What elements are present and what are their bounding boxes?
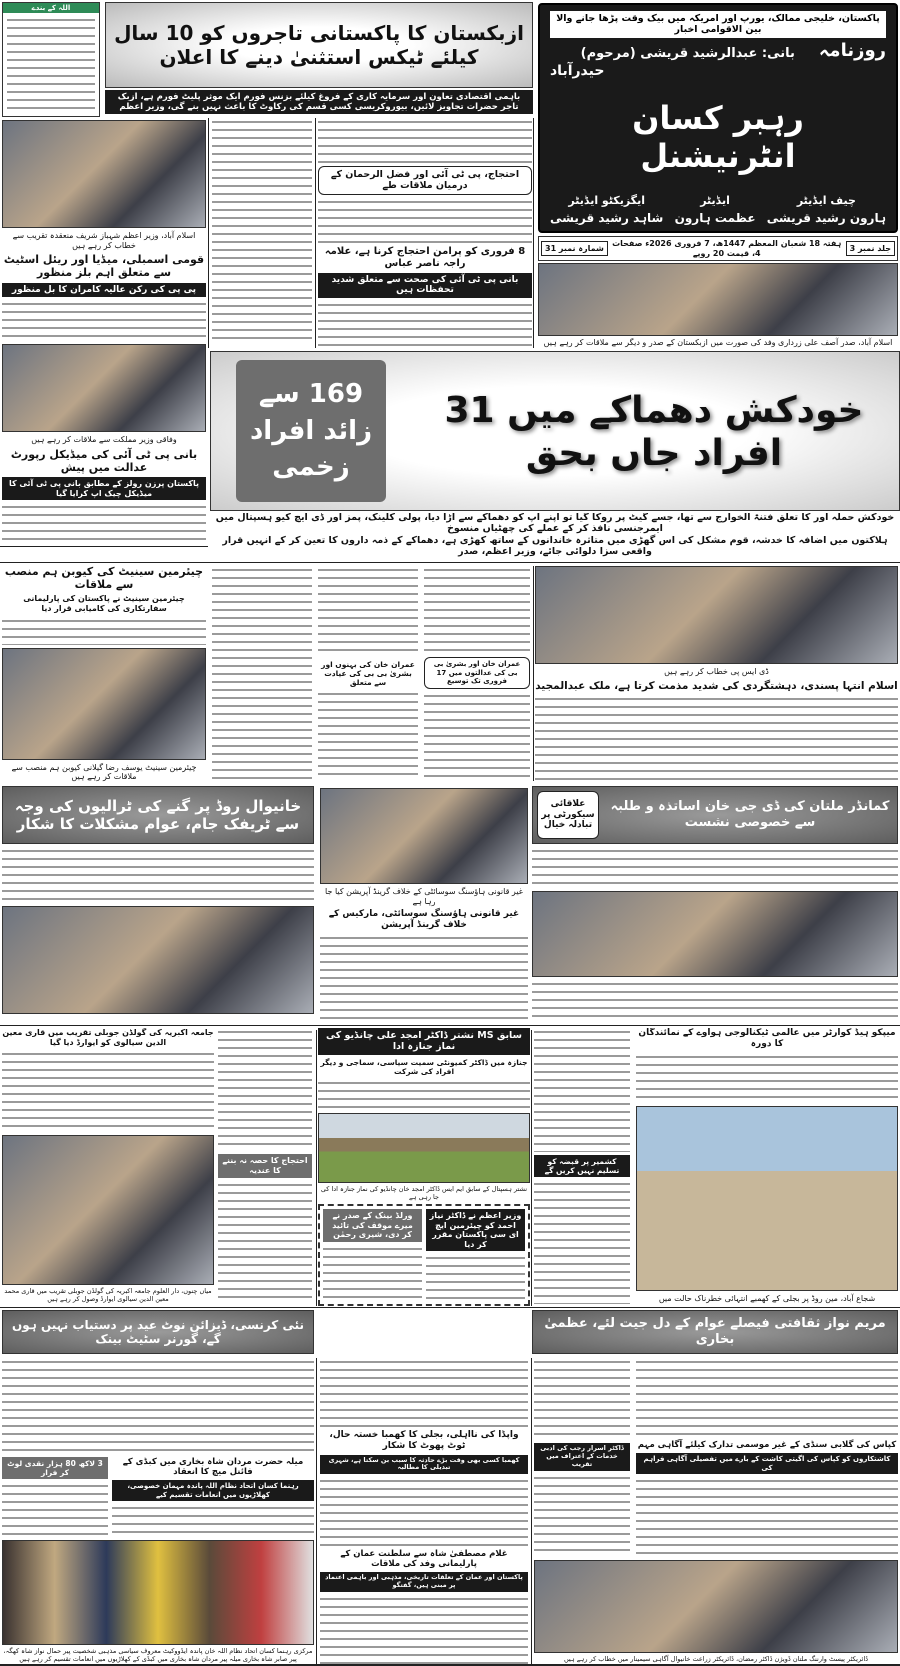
conference-photo xyxy=(532,891,898,977)
multan-banner: کمانڈر ملتان کی ڈی جی خان اساتذہ و طلبہ سے خصوصی نشست xyxy=(610,799,890,830)
main-headline: خودکش دھماکے میں 31 افراد جاں بحق xyxy=(444,389,864,474)
masthead: پاکستان، خلیجی ممالک، یورپ اور امریکہ میں بیک وقت پڑھا جانے والا بین الاقوامی اخبار روزنامہ بانی: عبدالرشید قریشی (مرحوم) حیدرآباد رہبر کسان انٹرنیشنل چیف ایڈیٹر ہارون رشید قریشی ایڈیٹر عظمت ہارون ایگزیکٹو ایڈیٹر شاہد رشید قریشی xyxy=(538,3,898,233)
security-box: علاقائی سیکورٹی پر تبادلہ خیال xyxy=(537,791,599,839)
funeral-photo xyxy=(318,1113,530,1183)
top-ad xyxy=(2,2,100,117)
main-deck-2: ہلاکتوں میں اضافہ کا خدشہ، قوم مشکل کی اس گھڑی میں متاثرہ خاندانوں کے ساتھ کھڑی ہے، دھماکے کے ذمہ داروں کا تعین کر کے انہیں قرار واقعی سزا دلوائی جائے، وزیر اعظم، صدر xyxy=(222,534,888,557)
terror-headline: اسلام انتہا پسندی، دہشتگردی کی شدید مذمت کرتا ہے، ملک عبدالمجید xyxy=(535,679,898,692)
medical-headline: بانی پی ٹی آئی کی میڈیکل رپورٹ عدالت میں پیش xyxy=(10,447,198,474)
bushra-headline: عمران خان اور بشریٰ بی بی کی عدالتوں میں 17 فروری تک توسیع xyxy=(424,657,530,688)
jamia-award-photo xyxy=(2,1135,214,1285)
housing-headline: غیر قانونی ہاؤسنگ سوسائٹی، مارکیس کے خلاف گرینڈ آپریشن xyxy=(328,909,520,930)
kabaddi-photo xyxy=(2,1540,314,1645)
jamia-headline: جامعہ اکبریہ کی گولڈن جوبلی تقریب میں قاری معین الدین سیالوی کو ایوارڈ دیا گیا xyxy=(2,1028,214,1047)
injured-box: 169 سے زائد افراد زخمی xyxy=(236,360,386,502)
feb8-headline: 8 فروری کو پرامن احتجاج کرنا ہے، علامہ راجہ ناصر عباس xyxy=(324,245,526,269)
office-meeting-photo xyxy=(2,906,314,1014)
maryam-banner: مریم نواز ثقافتی فیصلے عوام کے دل جیت لئے، عظمیٰ بخاری xyxy=(532,1310,898,1354)
meeting-photo xyxy=(2,344,206,432)
protest-headline: احتجاج کا حصہ نہ بننے کا عندیہ xyxy=(218,1154,312,1177)
sherry-headline: ورلڈ بینک کے صدر نے میرے موقف کی تائید کر دی، شیری رحمٰن xyxy=(323,1209,422,1242)
main-deck-1: خودکش حملہ آور کا تعلق فتنۃ الخوارج سے تھا، جسے گیٹ پر روکا گیا تو اپنے آپ کو دھماکے سے اڑا دیا، پولی کلینک، پمز اور ڈی ایچ کیو ہسپتال میں ایمرجنسی نافذ کر کے عملے کی چھٹیاں منسوخ xyxy=(215,513,895,534)
masthead-founder: بانی: عبدالرشید قریشی (مرحوم) xyxy=(580,45,795,61)
funeral-headline: سابق MS نشتر ڈاکٹر امجد علی چانڈیو کی نماز جنازہ ادا xyxy=(318,1028,530,1055)
lead-top-headline: ازبکستان کا پاکستانی تاجروں کو 10 سال کیلئے ٹیکس استثنیٰ دینے کا اعلان xyxy=(105,2,533,88)
housing-photo xyxy=(320,788,528,884)
currency-banner: نئی کرنسی، ڈیزائن نوٹ عید پر دستیاب نہیں ہوں گے، گورنر سٹیٹ بینک xyxy=(2,1310,314,1354)
lead-top-deck: باہمی اقتصادی تعاون اور سرمایہ کاری کے فروغ کیلئے بزنس فورم ایک موثر پلیٹ فورم ہے، ازبک تاجر حضرات تجاویز لائیں، بیوروکریسی کسی قسم کی رکاوٹ کا باعث نہیں بنے گی، وزیر اعظم xyxy=(105,90,533,114)
issue-number: شمارہ نمبر 31 xyxy=(541,241,608,257)
senate-photo xyxy=(2,648,206,760)
cotton-headline: کپاس کی گلابی سنڈی کے غیر موسمی تدارک کیلئے آگاہی مہم xyxy=(637,1440,897,1451)
imran-headline: عمران خان کی بہنوں اور بشریٰ بی بی کی عیادت سے متعلق xyxy=(321,659,415,687)
bills-headline: قومی اسمبلی، میڈیا اور ریئل اسٹیٹ سے متعلق اہم بلز منظور xyxy=(3,253,205,280)
lead-top xyxy=(105,2,533,114)
dateline: ہفتہ 18 شعبان المعظم 1447ھ، 7 فروری 2026ء صفحات 4، قیمت 20 روپے xyxy=(612,239,842,258)
electric-pole-photo xyxy=(636,1106,898,1292)
masthead-daily: روزنامہ xyxy=(818,39,886,61)
robbery-headline: 3 لاکھ 80 ہزار نقدی لوٹ کر فرار xyxy=(2,1457,108,1479)
kashmir-headline: کشمیر پر قبضہ کو تسلیم نہیں کریں گے xyxy=(534,1155,630,1177)
kabaddi-headline: میلہ حضرت مردان شاہ بخاری میں کبڈی کے فائنل میچ کا انعقاد xyxy=(122,1457,304,1478)
pm-doctor-headline: وزیر اعظم نے ڈاکٹر نیاز احمد کو چیئرمین ایچ ای سی پاکستان مقرر کر دیا xyxy=(426,1209,525,1251)
cotton-seminar-photo xyxy=(534,1560,898,1653)
mepco-headline: میپکو ہیڈ کوارٹر میں عالمی ٹیکنالوجی ہواوے کے نمائندگان کا دورہ xyxy=(638,1028,896,1049)
senate-headline: چیئرمین سینیٹ کی کیوبن ہم منصب سے ملاقات xyxy=(4,565,204,592)
volume-number: جلد نمبر 3 xyxy=(846,241,895,257)
dateline-bar xyxy=(538,236,898,261)
newspaper-logo: رہبر کسان انٹرنیشنل xyxy=(632,98,804,176)
wapda-headline: واپڈا کی نااہلی، بجلی کا کھمبا خستہ حال، ٹوٹ پھوٹ کا شکار xyxy=(329,1429,519,1451)
multan-banner-row xyxy=(532,786,898,844)
masthead-city: حیدرآباد xyxy=(550,63,605,80)
main-story xyxy=(210,351,900,511)
ad-title: اللہ کے بندے xyxy=(3,3,99,13)
oman-headline: غلام مصطفیٰ شاہ سے سلطنت عمان کے پارلیمانی وفد کی ملاقات xyxy=(340,1549,508,1570)
dsp-photo xyxy=(535,566,898,664)
arts-headline: ڈاکٹر اسرار رجب کی ادبی خدمات کے اعتراف میں تقریب xyxy=(534,1443,630,1470)
ptI-fazl-headline: احتجاج، پی ٹی آئی اور فضل الرحمان کے درمیان ملاقات طے xyxy=(318,166,532,195)
president-meeting-photo xyxy=(538,263,898,336)
khanewal-banner: خانیوال روڈ پر گنے کی ٹرالیوں کی وجہ سے ٹریفک جام، عوام مشکلات کا شکار xyxy=(2,786,314,844)
masthead-tagline: پاکستان، خلیجی ممالک، یورپ اور امریکہ میں بیک وقت پڑھا جانے والا بین الاقوامی اخبار xyxy=(550,11,886,38)
pm-photo xyxy=(2,120,206,228)
boxed-stories xyxy=(318,1204,530,1306)
